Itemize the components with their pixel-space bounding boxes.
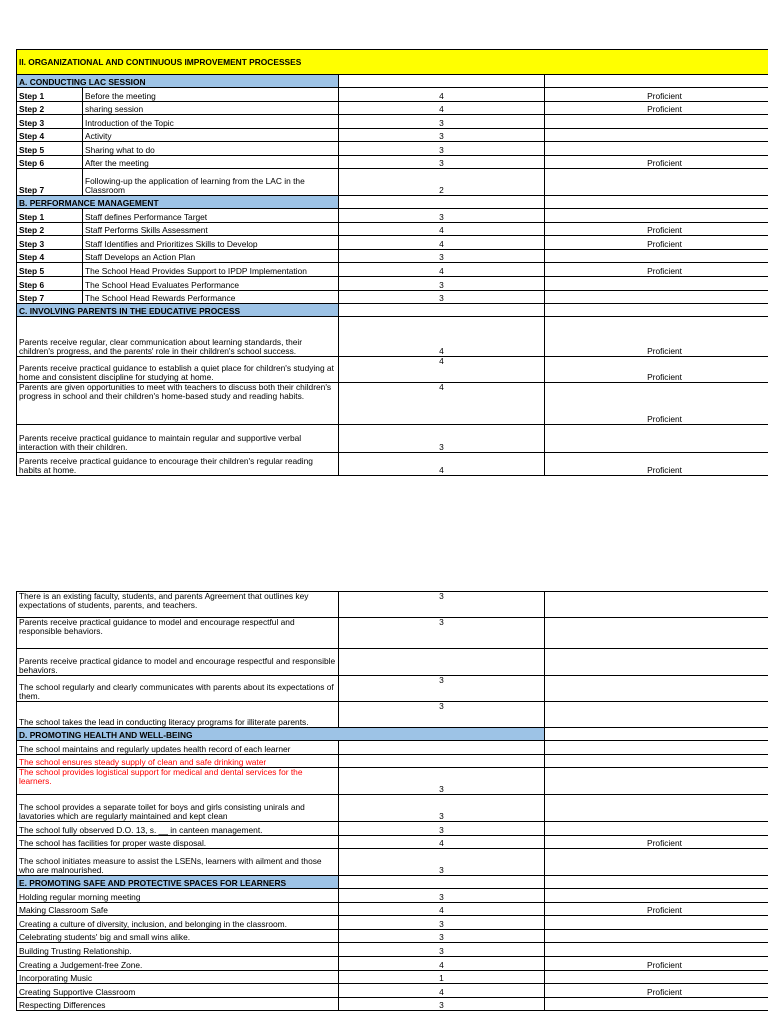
desc-cell: Staff Identifies and Prioritizes Skills to Develop [83, 236, 339, 250]
score-cell: 3 [339, 929, 545, 943]
empty-cell [545, 728, 768, 741]
rating-cell [545, 649, 768, 676]
table-row [17, 317, 768, 357]
score-cell: 2 [339, 169, 545, 196]
step-cell: Step 7 [17, 290, 83, 304]
step-cell: Step 1 [17, 88, 83, 102]
rating-cell [545, 115, 768, 129]
table-row [17, 276, 768, 290]
table-row [17, 916, 768, 930]
score-cell: 4 [339, 902, 545, 916]
desc-cell: Activity [83, 128, 339, 142]
score-cell: 3 [339, 997, 545, 1011]
desc-cell: Parents receive practical guidance to establish a quiet place for children's studying at home and consistent discipline for studying at home. [17, 357, 339, 383]
score-cell: 3 [339, 618, 545, 649]
section-header-row [17, 728, 768, 741]
assessment-table-1 [16, 49, 768, 476]
table-row [17, 649, 768, 676]
table-row [17, 754, 768, 768]
desc-cell: The school ensures steady supply of clean and safe drinking water [17, 754, 339, 768]
desc-cell: There is an existing faculty, students, and parents Agreement that outlines key expectations of students, parents, and teachers. [17, 592, 339, 618]
table-row [17, 425, 768, 453]
rating-cell [545, 849, 768, 876]
desc-cell: The School Head Rewards Performance [83, 290, 339, 304]
rating-cell [545, 916, 768, 930]
rating-cell [545, 290, 768, 304]
desc-cell: Parents receive practical guidance to model and encourage respectful and responsible behaviors. [17, 618, 339, 649]
table-row [17, 128, 768, 142]
rating-cell [545, 618, 768, 649]
empty-cell [545, 75, 768, 88]
score-cell: 3 [339, 209, 545, 223]
rating-cell [545, 889, 768, 903]
desc-cell: The School Head Provides Support to IPDP Implementation [83, 263, 339, 277]
table-row [17, 970, 768, 984]
empty-cell [339, 75, 545, 88]
table-row [17, 997, 768, 1011]
rating-cell [545, 741, 768, 755]
table-row [17, 249, 768, 263]
table-row [17, 88, 768, 102]
score-cell: 4 [339, 317, 545, 357]
desc-cell: The school provides a separate toilet for boys and girls consisting unirals and lavatories which are regularly maintained and kept clean [17, 795, 339, 822]
table-row [17, 741, 768, 755]
table-row [17, 702, 768, 728]
empty-cell [339, 304, 545, 317]
rating-cell: Proficient [545, 88, 768, 102]
table-row [17, 290, 768, 304]
desc-cell: Introduction of the Topic [83, 115, 339, 129]
table-row [17, 956, 768, 970]
section-header-e: E. PROMOTING SAFE AND PROTECTIVE SPACES FOR LEARNERS [17, 876, 339, 889]
section-header-row [17, 304, 768, 317]
table-row [17, 676, 768, 702]
score-cell: 4 [339, 984, 545, 998]
step-cell: Step 2 [17, 222, 83, 236]
score-cell: 3 [339, 425, 545, 453]
score-cell: 3 [339, 276, 545, 290]
score-cell: 3 [339, 768, 545, 795]
rating-cell [545, 754, 768, 768]
desc-cell: Holding regular morning meeting [17, 889, 339, 903]
score-cell: 3 [339, 290, 545, 304]
score-cell: 1 [339, 970, 545, 984]
desc-cell: After the meeting [83, 155, 339, 169]
score-cell: 3 [339, 155, 545, 169]
desc-cell: Sharing what to do [83, 142, 339, 156]
rating-cell: Proficient [545, 902, 768, 916]
rating-cell: Proficient [545, 383, 768, 425]
desc-cell: The school provides logistical support for medical and dental services for the learners. [17, 768, 339, 795]
desc-cell: The school regularly and clearly communicates with parents about its expectations of them. [17, 676, 339, 702]
rating-cell [545, 822, 768, 836]
rating-cell: Proficient [545, 984, 768, 998]
desc-cell: Celebrating students' big and small wins alike. [17, 929, 339, 943]
score-cell: 4 [339, 835, 545, 849]
rating-cell [545, 169, 768, 196]
desc-cell: Incorporating Music [17, 970, 339, 984]
step-cell: Step 3 [17, 115, 83, 129]
table-row [17, 263, 768, 277]
section-header-a: A. CONDUCTING LAC SESSION [17, 75, 339, 88]
score-cell: 3 [339, 115, 545, 129]
score-cell: 3 [339, 702, 545, 728]
rating-cell [545, 943, 768, 957]
table-row [17, 101, 768, 115]
step-cell: Step 7 [17, 169, 83, 196]
rating-cell: Proficient [545, 956, 768, 970]
assessment-table-2 [16, 591, 768, 1011]
rating-cell [545, 142, 768, 156]
score-cell: 3 [339, 822, 545, 836]
rating-cell: Proficient [545, 101, 768, 115]
desc-cell: The school initiates measure to assist the LSENs, learners with ailment and those who are malnourished. [17, 849, 339, 876]
table-row [17, 222, 768, 236]
rating-cell [545, 425, 768, 453]
rating-cell [545, 276, 768, 290]
desc-cell: Parents receive regular, clear communication about learning standards, their children's progress, and the parents' role in their children's school success. [17, 317, 339, 357]
desc-cell: The school maintains and regularly updates health record of each learner [17, 741, 339, 755]
empty-cell [545, 196, 768, 209]
desc-cell: Staff Develops an Action Plan [83, 249, 339, 263]
desc-cell: Parents receive practical guidance to maintain regular and supportive verbal interaction with their children. [17, 425, 339, 453]
section-header-row [17, 196, 768, 209]
score-cell: 4 [339, 263, 545, 277]
desc-cell: The School Head Evaluates Performance [83, 276, 339, 290]
table-row [17, 902, 768, 916]
desc-cell: Parents are given opportunities to meet with teachers to discuss both their children's progress in school and their children's home-based study and reading habits. [17, 383, 339, 425]
desc-cell: Following-up the application of learning from the LAC in the Classroom [83, 169, 339, 196]
desc-cell: Staff Performs Skills Assessment [83, 222, 339, 236]
table-row [17, 115, 768, 129]
score-cell: 3 [339, 249, 545, 263]
score-cell: 3 [339, 916, 545, 930]
table-row [17, 984, 768, 998]
section-title: II. ORGANIZATIONAL AND CONTINUOUS IMPROVEMENT PROCESSES [17, 50, 768, 75]
score-cell [339, 741, 545, 755]
table-row [17, 357, 768, 383]
score-cell: 3 [339, 676, 545, 702]
score-cell: 3 [339, 795, 545, 822]
rating-cell: Proficient [545, 317, 768, 357]
rating-cell: Proficient [545, 236, 768, 250]
section-header-d: D. PROMOTING HEALTH AND WELL-BEING [17, 728, 545, 741]
empty-cell [545, 876, 768, 889]
desc-cell: Before the meeting [83, 88, 339, 102]
score-cell: 4 [339, 956, 545, 970]
section-header-c: C. INVOLVING PARENTS IN THE EDUCATIVE PROCESS [17, 304, 339, 317]
rating-cell [545, 592, 768, 618]
step-cell: Step 6 [17, 155, 83, 169]
table-row [17, 209, 768, 223]
section-title-row [17, 50, 768, 75]
rating-cell: Proficient [545, 835, 768, 849]
score-cell: 3 [339, 889, 545, 903]
rating-cell [545, 676, 768, 702]
rating-cell: Proficient [545, 222, 768, 236]
desc-cell: Creating Supportive Classroom [17, 984, 339, 998]
table-row [17, 453, 768, 476]
rating-cell: Proficient [545, 155, 768, 169]
empty-cell [339, 876, 545, 889]
score-cell [339, 754, 545, 768]
table-row [17, 889, 768, 903]
desc-cell: Staff defines Performance Target [83, 209, 339, 223]
rating-cell [545, 997, 768, 1011]
rating-cell: Proficient [545, 453, 768, 476]
score-cell: 3 [339, 128, 545, 142]
table-row [17, 142, 768, 156]
desc-cell: Parents receive practical gidance to model and encourage respectful and responsible behaviors. [17, 649, 339, 676]
desc-cell: The school has facilities for proper waste disposal. [17, 835, 339, 849]
desc-cell: sharing session [83, 101, 339, 115]
section-header-row [17, 876, 768, 889]
rating-cell [545, 929, 768, 943]
score-cell: 3 [339, 592, 545, 618]
table-row [17, 822, 768, 836]
step-cell: Step 3 [17, 236, 83, 250]
table-row [17, 169, 768, 196]
desc-cell: Parents receive practical guidance to encourage their children's regular reading habits at home. [17, 453, 339, 476]
desc-cell: Making Classroom Safe [17, 902, 339, 916]
step-cell: Step 1 [17, 209, 83, 223]
score-cell: 4 [339, 88, 545, 102]
table-row [17, 592, 768, 618]
score-cell: 4 [339, 222, 545, 236]
score-cell: 4 [339, 357, 545, 383]
table-row [17, 795, 768, 822]
score-cell: 4 [339, 383, 545, 425]
step-cell: Step 6 [17, 276, 83, 290]
table-row [17, 155, 768, 169]
rating-cell: Proficient [545, 357, 768, 383]
score-cell: 3 [339, 943, 545, 957]
step-cell: Step 5 [17, 263, 83, 277]
table-row [17, 618, 768, 649]
step-cell: Step 2 [17, 101, 83, 115]
desc-cell: The school fully observed D.O. 13, s. __ in canteen management. [17, 822, 339, 836]
score-cell: 4 [339, 236, 545, 250]
section-header-b: B. PERFORMANCE MANAGEMENT [17, 196, 339, 209]
table-row [17, 929, 768, 943]
desc-cell: Respecting Differences [17, 997, 339, 1011]
rating-cell: Proficient [545, 263, 768, 277]
score-cell: 4 [339, 453, 545, 476]
rating-cell [545, 209, 768, 223]
rating-cell [545, 249, 768, 263]
section-header-row [17, 75, 768, 88]
table-row [17, 768, 768, 795]
table-row [17, 236, 768, 250]
table-row [17, 849, 768, 876]
table-row [17, 383, 768, 425]
rating-cell [545, 970, 768, 984]
score-cell: 3 [339, 849, 545, 876]
empty-cell [545, 304, 768, 317]
score-cell [339, 649, 545, 676]
rating-cell [545, 768, 768, 795]
empty-cell [339, 196, 545, 209]
step-cell: Step 4 [17, 128, 83, 142]
desc-cell: Building Trusting Relationship. [17, 943, 339, 957]
rating-cell [545, 795, 768, 822]
step-cell: Step 4 [17, 249, 83, 263]
step-cell: Step 5 [17, 142, 83, 156]
desc-cell: Creating a Judgement-free Zone. [17, 956, 339, 970]
desc-cell: Creating a culture of diversity, inclusion, and belonging in the classroom. [17, 916, 339, 930]
table-row [17, 835, 768, 849]
desc-cell: The school takes the lead in conducting literacy programs for illiterate parents. [17, 702, 339, 728]
table-row [17, 943, 768, 957]
rating-cell [545, 128, 768, 142]
score-cell: 3 [339, 142, 545, 156]
rating-cell [545, 702, 768, 728]
score-cell: 4 [339, 101, 545, 115]
